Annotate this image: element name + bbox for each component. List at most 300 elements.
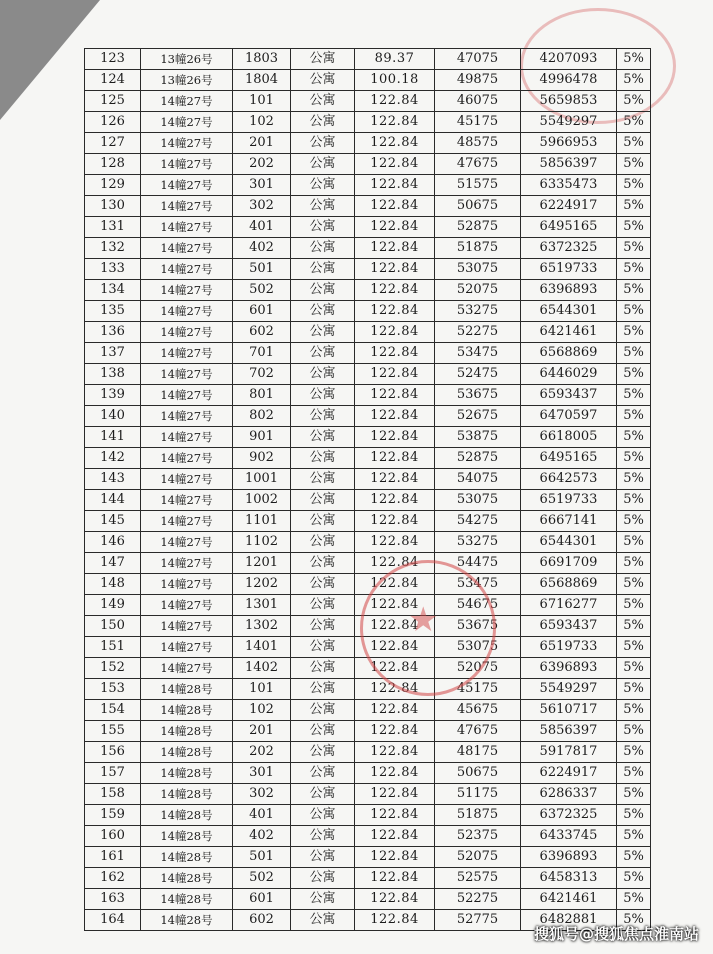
cell-building-unit: 14幢28号 xyxy=(141,847,233,868)
cell-area: 100.18 xyxy=(355,70,435,91)
cell-row-number: 132 xyxy=(85,238,141,259)
table-row xyxy=(85,490,651,511)
cell-building-unit: 14幢27号 xyxy=(141,112,233,133)
cell-property-type: 公寓 xyxy=(291,700,355,721)
cell-total-price: 6286337 xyxy=(521,784,617,805)
cell-property-type: 公寓 xyxy=(291,343,355,364)
cell-building-unit: 14幢27号 xyxy=(141,91,233,112)
table-row xyxy=(85,847,651,868)
cell-total-price: 6568869 xyxy=(521,574,617,595)
cell-property-type: 公寓 xyxy=(291,805,355,826)
cell-room-number: 501 xyxy=(233,259,291,280)
cell-area: 122.84 xyxy=(355,868,435,889)
cell-unit-price: 52875 xyxy=(435,217,521,238)
cell-room-number: 202 xyxy=(233,154,291,175)
cell-building-unit: 14幢28号 xyxy=(141,763,233,784)
cell-area: 122.84 xyxy=(355,427,435,448)
cell-row-number: 134 xyxy=(85,280,141,301)
cell-area: 122.84 xyxy=(355,721,435,742)
cell-total-price: 6495165 xyxy=(521,448,617,469)
cell-area: 122.84 xyxy=(355,364,435,385)
cell-row-number: 123 xyxy=(85,49,141,70)
cell-building-unit: 14幢28号 xyxy=(141,679,233,700)
cell-room-number: 502 xyxy=(233,280,291,301)
cell-area: 122.84 xyxy=(355,511,435,532)
source-watermark: 搜狐号@搜狐焦点淮南站 xyxy=(533,925,699,943)
cell-total-price: 6396893 xyxy=(521,847,617,868)
cell-room-number: 102 xyxy=(233,112,291,133)
cell-building-unit: 13幢26号 xyxy=(141,70,233,91)
cell-tax-rate: 5% xyxy=(617,490,651,511)
cell-unit-price: 48575 xyxy=(435,133,521,154)
cell-tax-rate: 5% xyxy=(617,637,651,658)
cell-unit-price: 51575 xyxy=(435,175,521,196)
cell-area: 122.84 xyxy=(355,133,435,154)
cell-building-unit: 14幢27号 xyxy=(141,658,233,679)
cell-unit-price: 50675 xyxy=(435,763,521,784)
cell-tax-rate: 5% xyxy=(617,511,651,532)
cell-unit-price: 53475 xyxy=(435,574,521,595)
cell-building-unit: 14幢27号 xyxy=(141,490,233,511)
cell-area: 122.84 xyxy=(355,847,435,868)
cell-unit-price: 54475 xyxy=(435,553,521,574)
cell-total-price: 6495165 xyxy=(521,217,617,238)
cell-total-price: 6482881 xyxy=(521,910,617,931)
cell-room-number: 401 xyxy=(233,805,291,826)
cell-row-number: 127 xyxy=(85,133,141,154)
cell-room-number: 902 xyxy=(233,448,291,469)
cell-room-number: 401 xyxy=(233,217,291,238)
cell-total-price: 6593437 xyxy=(521,616,617,637)
cell-property-type: 公寓 xyxy=(291,406,355,427)
cell-property-type: 公寓 xyxy=(291,175,355,196)
cell-building-unit: 14幢27号 xyxy=(141,637,233,658)
cell-tax-rate: 5% xyxy=(617,364,651,385)
cell-building-unit: 14幢27号 xyxy=(141,133,233,154)
cell-row-number: 143 xyxy=(85,469,141,490)
cell-room-number: 1803 xyxy=(233,49,291,70)
cell-tax-rate: 5% xyxy=(617,301,651,322)
table-row xyxy=(85,469,651,490)
cell-row-number: 158 xyxy=(85,784,141,805)
cell-unit-price: 53875 xyxy=(435,427,521,448)
table-row xyxy=(85,280,651,301)
cell-row-number: 124 xyxy=(85,70,141,91)
cell-row-number: 159 xyxy=(85,805,141,826)
cell-row-number: 163 xyxy=(85,889,141,910)
cell-building-unit: 14幢28号 xyxy=(141,784,233,805)
cell-tax-rate: 5% xyxy=(617,448,651,469)
cell-unit-price: 52775 xyxy=(435,910,521,931)
cell-room-number: 1804 xyxy=(233,70,291,91)
cell-total-price: 6716277 xyxy=(521,595,617,616)
cell-building-unit: 14幢27号 xyxy=(141,511,233,532)
cell-property-type: 公寓 xyxy=(291,826,355,847)
cell-area: 122.84 xyxy=(355,343,435,364)
cell-row-number: 142 xyxy=(85,448,141,469)
cell-row-number: 128 xyxy=(85,154,141,175)
cell-tax-rate: 5% xyxy=(617,112,651,133)
table-row xyxy=(85,889,651,910)
cell-area: 122.84 xyxy=(355,805,435,826)
table-row xyxy=(85,721,651,742)
cell-unit-price: 53675 xyxy=(435,385,521,406)
table-row xyxy=(85,343,651,364)
cell-total-price: 6544301 xyxy=(521,532,617,553)
cell-tax-rate: 5% xyxy=(617,196,651,217)
cell-room-number: 602 xyxy=(233,910,291,931)
cell-area: 122.84 xyxy=(355,679,435,700)
cell-total-price: 5549297 xyxy=(521,679,617,700)
cell-area: 122.84 xyxy=(355,238,435,259)
cell-room-number: 202 xyxy=(233,742,291,763)
cell-unit-price: 53075 xyxy=(435,259,521,280)
cell-property-type: 公寓 xyxy=(291,280,355,301)
cell-unit-price: 47675 xyxy=(435,154,521,175)
cell-room-number: 1102 xyxy=(233,532,291,553)
table-row xyxy=(85,217,651,238)
cell-row-number: 130 xyxy=(85,196,141,217)
cell-room-number: 402 xyxy=(233,826,291,847)
cell-room-number: 502 xyxy=(233,868,291,889)
cell-unit-price: 52375 xyxy=(435,826,521,847)
cell-area: 122.84 xyxy=(355,763,435,784)
cell-tax-rate: 5% xyxy=(617,175,651,196)
cell-area: 122.84 xyxy=(355,301,435,322)
cell-tax-rate: 5% xyxy=(617,553,651,574)
cell-row-number: 136 xyxy=(85,322,141,343)
cell-unit-price: 53475 xyxy=(435,343,521,364)
cell-total-price: 6224917 xyxy=(521,196,617,217)
table-row xyxy=(85,511,651,532)
cell-room-number: 802 xyxy=(233,406,291,427)
seal-star-icon: ★ xyxy=(408,600,439,640)
cell-area: 122.84 xyxy=(355,553,435,574)
cell-row-number: 125 xyxy=(85,91,141,112)
cell-building-unit: 13幢26号 xyxy=(141,49,233,70)
cell-property-type: 公寓 xyxy=(291,301,355,322)
cell-unit-price: 45175 xyxy=(435,112,521,133)
cell-row-number: 135 xyxy=(85,301,141,322)
cell-property-type: 公寓 xyxy=(291,679,355,700)
cell-area: 122.84 xyxy=(355,532,435,553)
cell-unit-price: 52875 xyxy=(435,448,521,469)
cell-unit-price: 52675 xyxy=(435,406,521,427)
cell-unit-price: 52575 xyxy=(435,868,521,889)
cell-building-unit: 14幢28号 xyxy=(141,721,233,742)
cell-building-unit: 14幢27号 xyxy=(141,406,233,427)
cell-total-price: 6519733 xyxy=(521,259,617,280)
cell-total-price: 6519733 xyxy=(521,490,617,511)
cell-building-unit: 14幢27号 xyxy=(141,574,233,595)
cell-area: 122.84 xyxy=(355,910,435,931)
cell-property-type: 公寓 xyxy=(291,259,355,280)
cell-area: 122.84 xyxy=(355,196,435,217)
cell-building-unit: 14幢27号 xyxy=(141,532,233,553)
cell-row-number: 146 xyxy=(85,532,141,553)
cell-row-number: 164 xyxy=(85,910,141,931)
table-row xyxy=(85,133,651,154)
cell-area: 122.84 xyxy=(355,175,435,196)
cell-total-price: 6421461 xyxy=(521,322,617,343)
cell-building-unit: 14幢27号 xyxy=(141,595,233,616)
cell-property-type: 公寓 xyxy=(291,511,355,532)
cell-building-unit: 14幢28号 xyxy=(141,889,233,910)
cell-row-number: 139 xyxy=(85,385,141,406)
cell-building-unit: 14幢27号 xyxy=(141,616,233,637)
cell-row-number: 144 xyxy=(85,490,141,511)
cell-room-number: 1301 xyxy=(233,595,291,616)
table-row xyxy=(85,553,651,574)
cell-property-type: 公寓 xyxy=(291,574,355,595)
cell-property-type: 公寓 xyxy=(291,70,355,91)
table-row xyxy=(85,91,651,112)
cell-tax-rate: 5% xyxy=(617,406,651,427)
cell-total-price: 5917817 xyxy=(521,742,617,763)
table-row xyxy=(85,784,651,805)
cell-area: 122.84 xyxy=(355,490,435,511)
cell-room-number: 201 xyxy=(233,133,291,154)
cell-room-number: 1001 xyxy=(233,469,291,490)
table-row xyxy=(85,763,651,784)
table-row xyxy=(85,49,651,70)
cell-total-price: 6568869 xyxy=(521,343,617,364)
cell-tax-rate: 5% xyxy=(617,763,651,784)
cell-unit-price: 50675 xyxy=(435,196,521,217)
cell-building-unit: 14幢28号 xyxy=(141,868,233,889)
cell-building-unit: 14幢27号 xyxy=(141,301,233,322)
cell-total-price: 6667141 xyxy=(521,511,617,532)
cell-tax-rate: 5% xyxy=(617,91,651,112)
cell-tax-rate: 5% xyxy=(617,322,651,343)
cell-room-number: 702 xyxy=(233,364,291,385)
cell-room-number: 1101 xyxy=(233,511,291,532)
cell-row-number: 156 xyxy=(85,742,141,763)
table-row xyxy=(85,532,651,553)
table-row xyxy=(85,448,651,469)
cell-row-number: 126 xyxy=(85,112,141,133)
cell-area: 122.84 xyxy=(355,469,435,490)
cell-property-type: 公寓 xyxy=(291,847,355,868)
cell-tax-rate: 5% xyxy=(617,721,651,742)
table-row xyxy=(85,826,651,847)
cell-unit-price: 48175 xyxy=(435,742,521,763)
cell-row-number: 133 xyxy=(85,259,141,280)
cell-room-number: 301 xyxy=(233,175,291,196)
cell-unit-price: 54275 xyxy=(435,511,521,532)
cell-total-price: 6691709 xyxy=(521,553,617,574)
cell-property-type: 公寓 xyxy=(291,658,355,679)
cell-room-number: 1402 xyxy=(233,658,291,679)
cell-unit-price: 45675 xyxy=(435,700,521,721)
cell-area: 122.84 xyxy=(355,742,435,763)
cell-total-price: 5549297 xyxy=(521,112,617,133)
cell-total-price: 6544301 xyxy=(521,301,617,322)
cell-row-number: 149 xyxy=(85,595,141,616)
cell-building-unit: 14幢27号 xyxy=(141,343,233,364)
cell-total-price: 6372325 xyxy=(521,238,617,259)
table-row xyxy=(85,868,651,889)
cell-total-price: 4996478 xyxy=(521,70,617,91)
cell-total-price: 6458313 xyxy=(521,868,617,889)
table-row xyxy=(85,322,651,343)
cell-unit-price: 52275 xyxy=(435,322,521,343)
cell-total-price: 6618005 xyxy=(521,427,617,448)
cell-row-number: 148 xyxy=(85,574,141,595)
cell-tax-rate: 5% xyxy=(617,343,651,364)
cell-unit-price: 52475 xyxy=(435,364,521,385)
cell-area: 122.84 xyxy=(355,406,435,427)
cell-area: 122.84 xyxy=(355,154,435,175)
cell-area: 122.84 xyxy=(355,616,435,637)
cell-area: 122.84 xyxy=(355,826,435,847)
cell-building-unit: 14幢27号 xyxy=(141,175,233,196)
cell-unit-price: 47675 xyxy=(435,721,521,742)
cell-tax-rate: 5% xyxy=(617,889,651,910)
cell-row-number: 145 xyxy=(85,511,141,532)
cell-row-number: 141 xyxy=(85,427,141,448)
cell-room-number: 301 xyxy=(233,763,291,784)
cell-building-unit: 14幢28号 xyxy=(141,700,233,721)
cell-building-unit: 14幢27号 xyxy=(141,280,233,301)
cell-unit-price: 45175 xyxy=(435,679,521,700)
cell-area: 122.84 xyxy=(355,448,435,469)
cell-room-number: 701 xyxy=(233,343,291,364)
cell-room-number: 302 xyxy=(233,784,291,805)
cell-total-price: 6396893 xyxy=(521,658,617,679)
cell-tax-rate: 5% xyxy=(617,70,651,91)
cell-row-number: 150 xyxy=(85,616,141,637)
cell-tax-rate: 5% xyxy=(617,658,651,679)
cell-total-price: 6593437 xyxy=(521,385,617,406)
cell-room-number: 601 xyxy=(233,301,291,322)
table-row xyxy=(85,364,651,385)
table-row xyxy=(85,301,651,322)
cell-total-price: 6372325 xyxy=(521,805,617,826)
cell-property-type: 公寓 xyxy=(291,91,355,112)
cell-tax-rate: 5% xyxy=(617,679,651,700)
cell-unit-price: 52275 xyxy=(435,889,521,910)
cell-row-number: 147 xyxy=(85,553,141,574)
cell-building-unit: 14幢27号 xyxy=(141,553,233,574)
table-row xyxy=(85,406,651,427)
cell-row-number: 152 xyxy=(85,658,141,679)
cell-property-type: 公寓 xyxy=(291,553,355,574)
cell-building-unit: 14幢27号 xyxy=(141,385,233,406)
cell-unit-price: 53275 xyxy=(435,301,521,322)
cell-total-price: 5966953 xyxy=(521,133,617,154)
cell-building-unit: 14幢27号 xyxy=(141,469,233,490)
table-row xyxy=(85,259,651,280)
cell-property-type: 公寓 xyxy=(291,154,355,175)
cell-unit-price: 49875 xyxy=(435,70,521,91)
cell-room-number: 801 xyxy=(233,385,291,406)
cell-room-number: 1002 xyxy=(233,490,291,511)
cell-row-number: 153 xyxy=(85,679,141,700)
cell-property-type: 公寓 xyxy=(291,616,355,637)
cell-area: 122.84 xyxy=(355,889,435,910)
cell-tax-rate: 5% xyxy=(617,469,651,490)
cell-room-number: 601 xyxy=(233,889,291,910)
table-row xyxy=(85,385,651,406)
cell-unit-price: 53075 xyxy=(435,490,521,511)
cell-unit-price: 53075 xyxy=(435,637,521,658)
cell-property-type: 公寓 xyxy=(291,322,355,343)
table-row xyxy=(85,154,651,175)
cell-unit-price: 54675 xyxy=(435,595,521,616)
cell-unit-price: 53675 xyxy=(435,616,521,637)
cell-area: 122.84 xyxy=(355,658,435,679)
cell-property-type: 公寓 xyxy=(291,217,355,238)
cell-row-number: 162 xyxy=(85,868,141,889)
cell-total-price: 6519733 xyxy=(521,637,617,658)
cell-property-type: 公寓 xyxy=(291,133,355,154)
cell-unit-price: 51875 xyxy=(435,238,521,259)
cell-area: 122.84 xyxy=(355,385,435,406)
cell-tax-rate: 5% xyxy=(617,868,651,889)
cell-building-unit: 14幢27号 xyxy=(141,427,233,448)
price-list-body xyxy=(85,49,651,931)
cell-total-price: 5856397 xyxy=(521,721,617,742)
cell-row-number: 154 xyxy=(85,700,141,721)
cell-area: 122.84 xyxy=(355,112,435,133)
cell-property-type: 公寓 xyxy=(291,595,355,616)
cell-tax-rate: 5% xyxy=(617,847,651,868)
cell-building-unit: 14幢28号 xyxy=(141,805,233,826)
cell-unit-price: 47075 xyxy=(435,49,521,70)
cell-room-number: 501 xyxy=(233,847,291,868)
cell-row-number: 161 xyxy=(85,847,141,868)
cell-row-number: 160 xyxy=(85,826,141,847)
cell-total-price: 6396893 xyxy=(521,280,617,301)
cell-room-number: 101 xyxy=(233,91,291,112)
cell-total-price: 4207093 xyxy=(521,49,617,70)
cell-property-type: 公寓 xyxy=(291,196,355,217)
cell-property-type: 公寓 xyxy=(291,490,355,511)
cell-unit-price: 53275 xyxy=(435,532,521,553)
cell-tax-rate: 5% xyxy=(617,595,651,616)
cell-area: 122.84 xyxy=(355,784,435,805)
cell-tax-rate: 5% xyxy=(617,154,651,175)
cell-tax-rate: 5% xyxy=(617,574,651,595)
cell-room-number: 1201 xyxy=(233,553,291,574)
cell-property-type: 公寓 xyxy=(291,364,355,385)
cell-area: 122.84 xyxy=(355,322,435,343)
cell-property-type: 公寓 xyxy=(291,763,355,784)
cell-row-number: 140 xyxy=(85,406,141,427)
cell-building-unit: 14幢27号 xyxy=(141,322,233,343)
cell-tax-rate: 5% xyxy=(617,133,651,154)
cell-property-type: 公寓 xyxy=(291,910,355,931)
cell-building-unit: 14幢27号 xyxy=(141,154,233,175)
cell-tax-rate: 5% xyxy=(617,910,651,931)
table-row xyxy=(85,196,651,217)
cell-property-type: 公寓 xyxy=(291,427,355,448)
cell-property-type: 公寓 xyxy=(291,742,355,763)
cell-property-type: 公寓 xyxy=(291,238,355,259)
cell-property-type: 公寓 xyxy=(291,448,355,469)
table-row xyxy=(85,112,651,133)
cell-total-price: 6224917 xyxy=(521,763,617,784)
cell-unit-price: 52075 xyxy=(435,847,521,868)
cell-total-price: 5856397 xyxy=(521,154,617,175)
cell-row-number: 137 xyxy=(85,343,141,364)
cell-area: 122.84 xyxy=(355,217,435,238)
cell-total-price: 6335473 xyxy=(521,175,617,196)
cell-room-number: 201 xyxy=(233,721,291,742)
cell-property-type: 公寓 xyxy=(291,532,355,553)
cell-row-number: 151 xyxy=(85,637,141,658)
